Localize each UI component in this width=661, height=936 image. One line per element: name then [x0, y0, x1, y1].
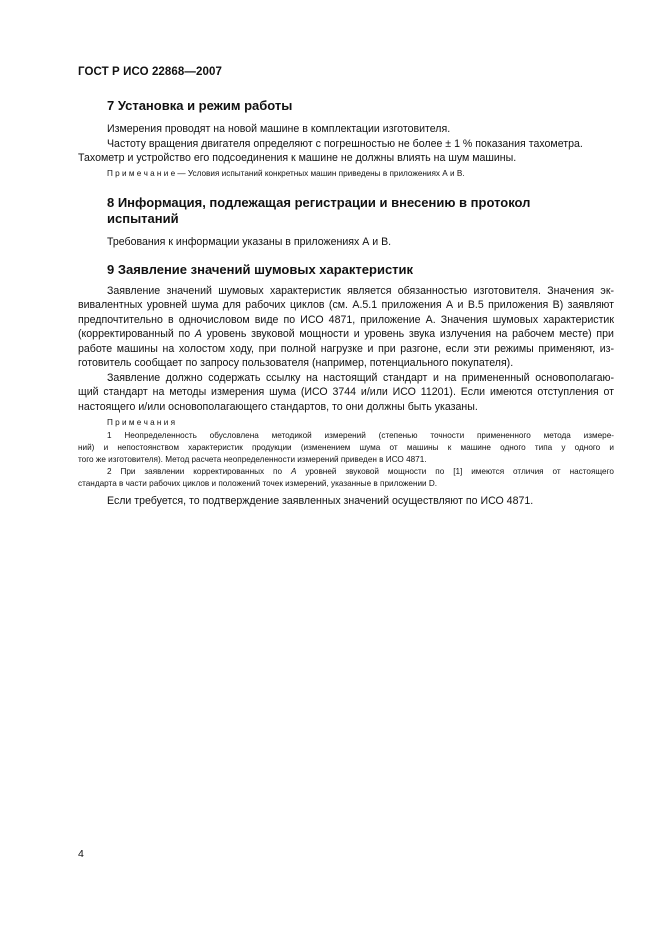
section-9-last-paragraph: Если требуется, то подтверждение заявленных значений осуществляют по ИСО 4871. [107, 495, 534, 507]
section-9-para-2-line-1: Заявление должно содержать ссылку на настоящий стандарт и на примененный основополагаю- [107, 372, 614, 384]
para-line: Заявление значений шумовых характеристик является обязанностью изготовителя. Значения эк- [107, 285, 614, 297]
text-fragment: 2 При заявлении корректированных по [107, 467, 282, 476]
section-7-title: 7 Установка и режим работы [107, 98, 293, 113]
section-9-para-1-line-6: готовитель сообщает по запросу пользователя (например, потенциального покупателя). [78, 357, 514, 369]
italic-a: А [290, 467, 297, 476]
document-header: ГОСТ Р ИСО 22868—2007 [78, 66, 223, 78]
note-1-line-1: 1 Неопределенность обусловлена методикой измерений (степенью точности примененного метода измере- [107, 431, 614, 440]
italic-a: А [194, 328, 202, 340]
section-9-para-1-line-3: предпочтительно в одночисловом виде по ИСО 4871, приложение А. Значения шумовых характеристик [78, 314, 614, 326]
section-7-paragraph-2-line-2: Тахометр и устройство его подсоединения к машине не должны влиять на шум машины. [78, 152, 517, 164]
note-label: П р и м е ч а н и е [107, 169, 176, 178]
section-7-note [107, 168, 465, 180]
section-8-title-line-1: 8 Информация, подлежащая регистрации и внесению в протокол [107, 195, 531, 210]
section-9-title: 9 Заявление значений шумовых характеристик [107, 262, 414, 277]
page-number: 4 [78, 848, 84, 860]
section-7-paragraph-2-line-1: Частоту вращения двигателя определяют с погрешностью не более ± 1 % показания тахометра. [107, 138, 583, 150]
note-2-line-1 [107, 466, 614, 478]
section-9-para-2-line-2: щий стандарт на методы измерения шума (ИСО 3744 и/или ИСО 11201). Если имеются отступления от [78, 386, 614, 398]
section-9-para-1-line-4 [78, 327, 614, 342]
note-text: — Условия испытаний конкретных машин приведены в приложениях А и В. [175, 169, 465, 178]
section-9-para-1-line-1 [107, 284, 614, 299]
section-9-para-1-line-2: вивалентных уровней шума для рабочих циклов (см. А.5.1 приложения А и В.5 приложения В) заявляют [78, 299, 614, 311]
notes-label: П р и м е ч а н и я [107, 418, 176, 427]
section-8-paragraph: Требования к информации указаны в приложениях А и В. [107, 236, 392, 248]
note-2-line-2: стандарта в части рабочих циклов и положений точек измерений, указанные в приложении D. [78, 479, 438, 488]
section-9-para-1-line-5: работе машины на холостом ходу, при полной нагрузке и при разгоне, если эти режимы применяют, из- [78, 343, 614, 355]
text-fragment: уровень звуковой мощности и уровень звука излучения на рабочем месте) при [201, 328, 614, 340]
section-7-paragraph-1: Измерения проводят на новой машине в комплектации изготовителя. [107, 123, 451, 135]
note-1-line-2: ний) и непостоянством характеристик продукции (изменением шума от машины к машине одного типа у одного и [78, 443, 614, 452]
note-1-line-3: того же изготовителя). Метод расчета неопределенности измерений приведен в ИСО 4871. [78, 455, 427, 464]
section-9-para-2-line-3: настоящего и/или основополагающего стандартов, то они должны быть указаны. [78, 401, 478, 413]
text-fragment: (корректированный по [78, 328, 191, 340]
section-8-title-line-2: испытаний [107, 211, 179, 226]
text-fragment: уровней звуковой мощности по [1] имеются отличия от настоящего [296, 467, 614, 476]
